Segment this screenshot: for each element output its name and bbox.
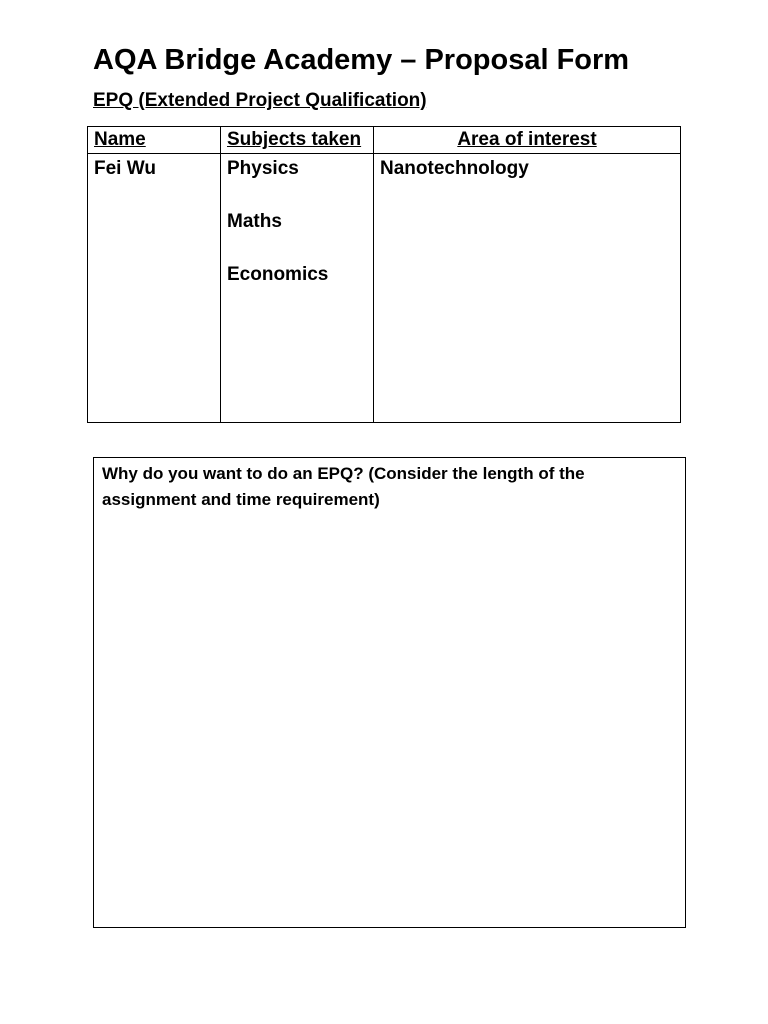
- header-subjects: Subjects taken: [221, 127, 374, 154]
- cell-area-of-interest[interactable]: Nanotechnology: [374, 154, 681, 423]
- table-row: [88, 154, 681, 423]
- epq-reason-prompt: Why do you want to do an EPQ? (Consider the length of the assignment and time requirement): [102, 464, 585, 509]
- header-name: Name: [88, 127, 221, 154]
- document-subtitle: EPQ (Extended Project Qualification): [93, 90, 427, 111]
- header-area-of-interest: Area of interest: [374, 127, 681, 154]
- epq-reason-box[interactable]: [93, 457, 686, 928]
- table-header-row: [88, 127, 681, 154]
- subject-item: Maths: [227, 211, 282, 232]
- subject-item: Physics: [227, 158, 299, 179]
- cell-subjects[interactable]: [221, 154, 374, 423]
- subject-item: Economics: [227, 264, 329, 285]
- document-title: AQA Bridge Academy – Proposal Form: [93, 44, 630, 76]
- student-info-table: [87, 126, 681, 423]
- cell-name[interactable]: Fei Wu: [88, 154, 221, 423]
